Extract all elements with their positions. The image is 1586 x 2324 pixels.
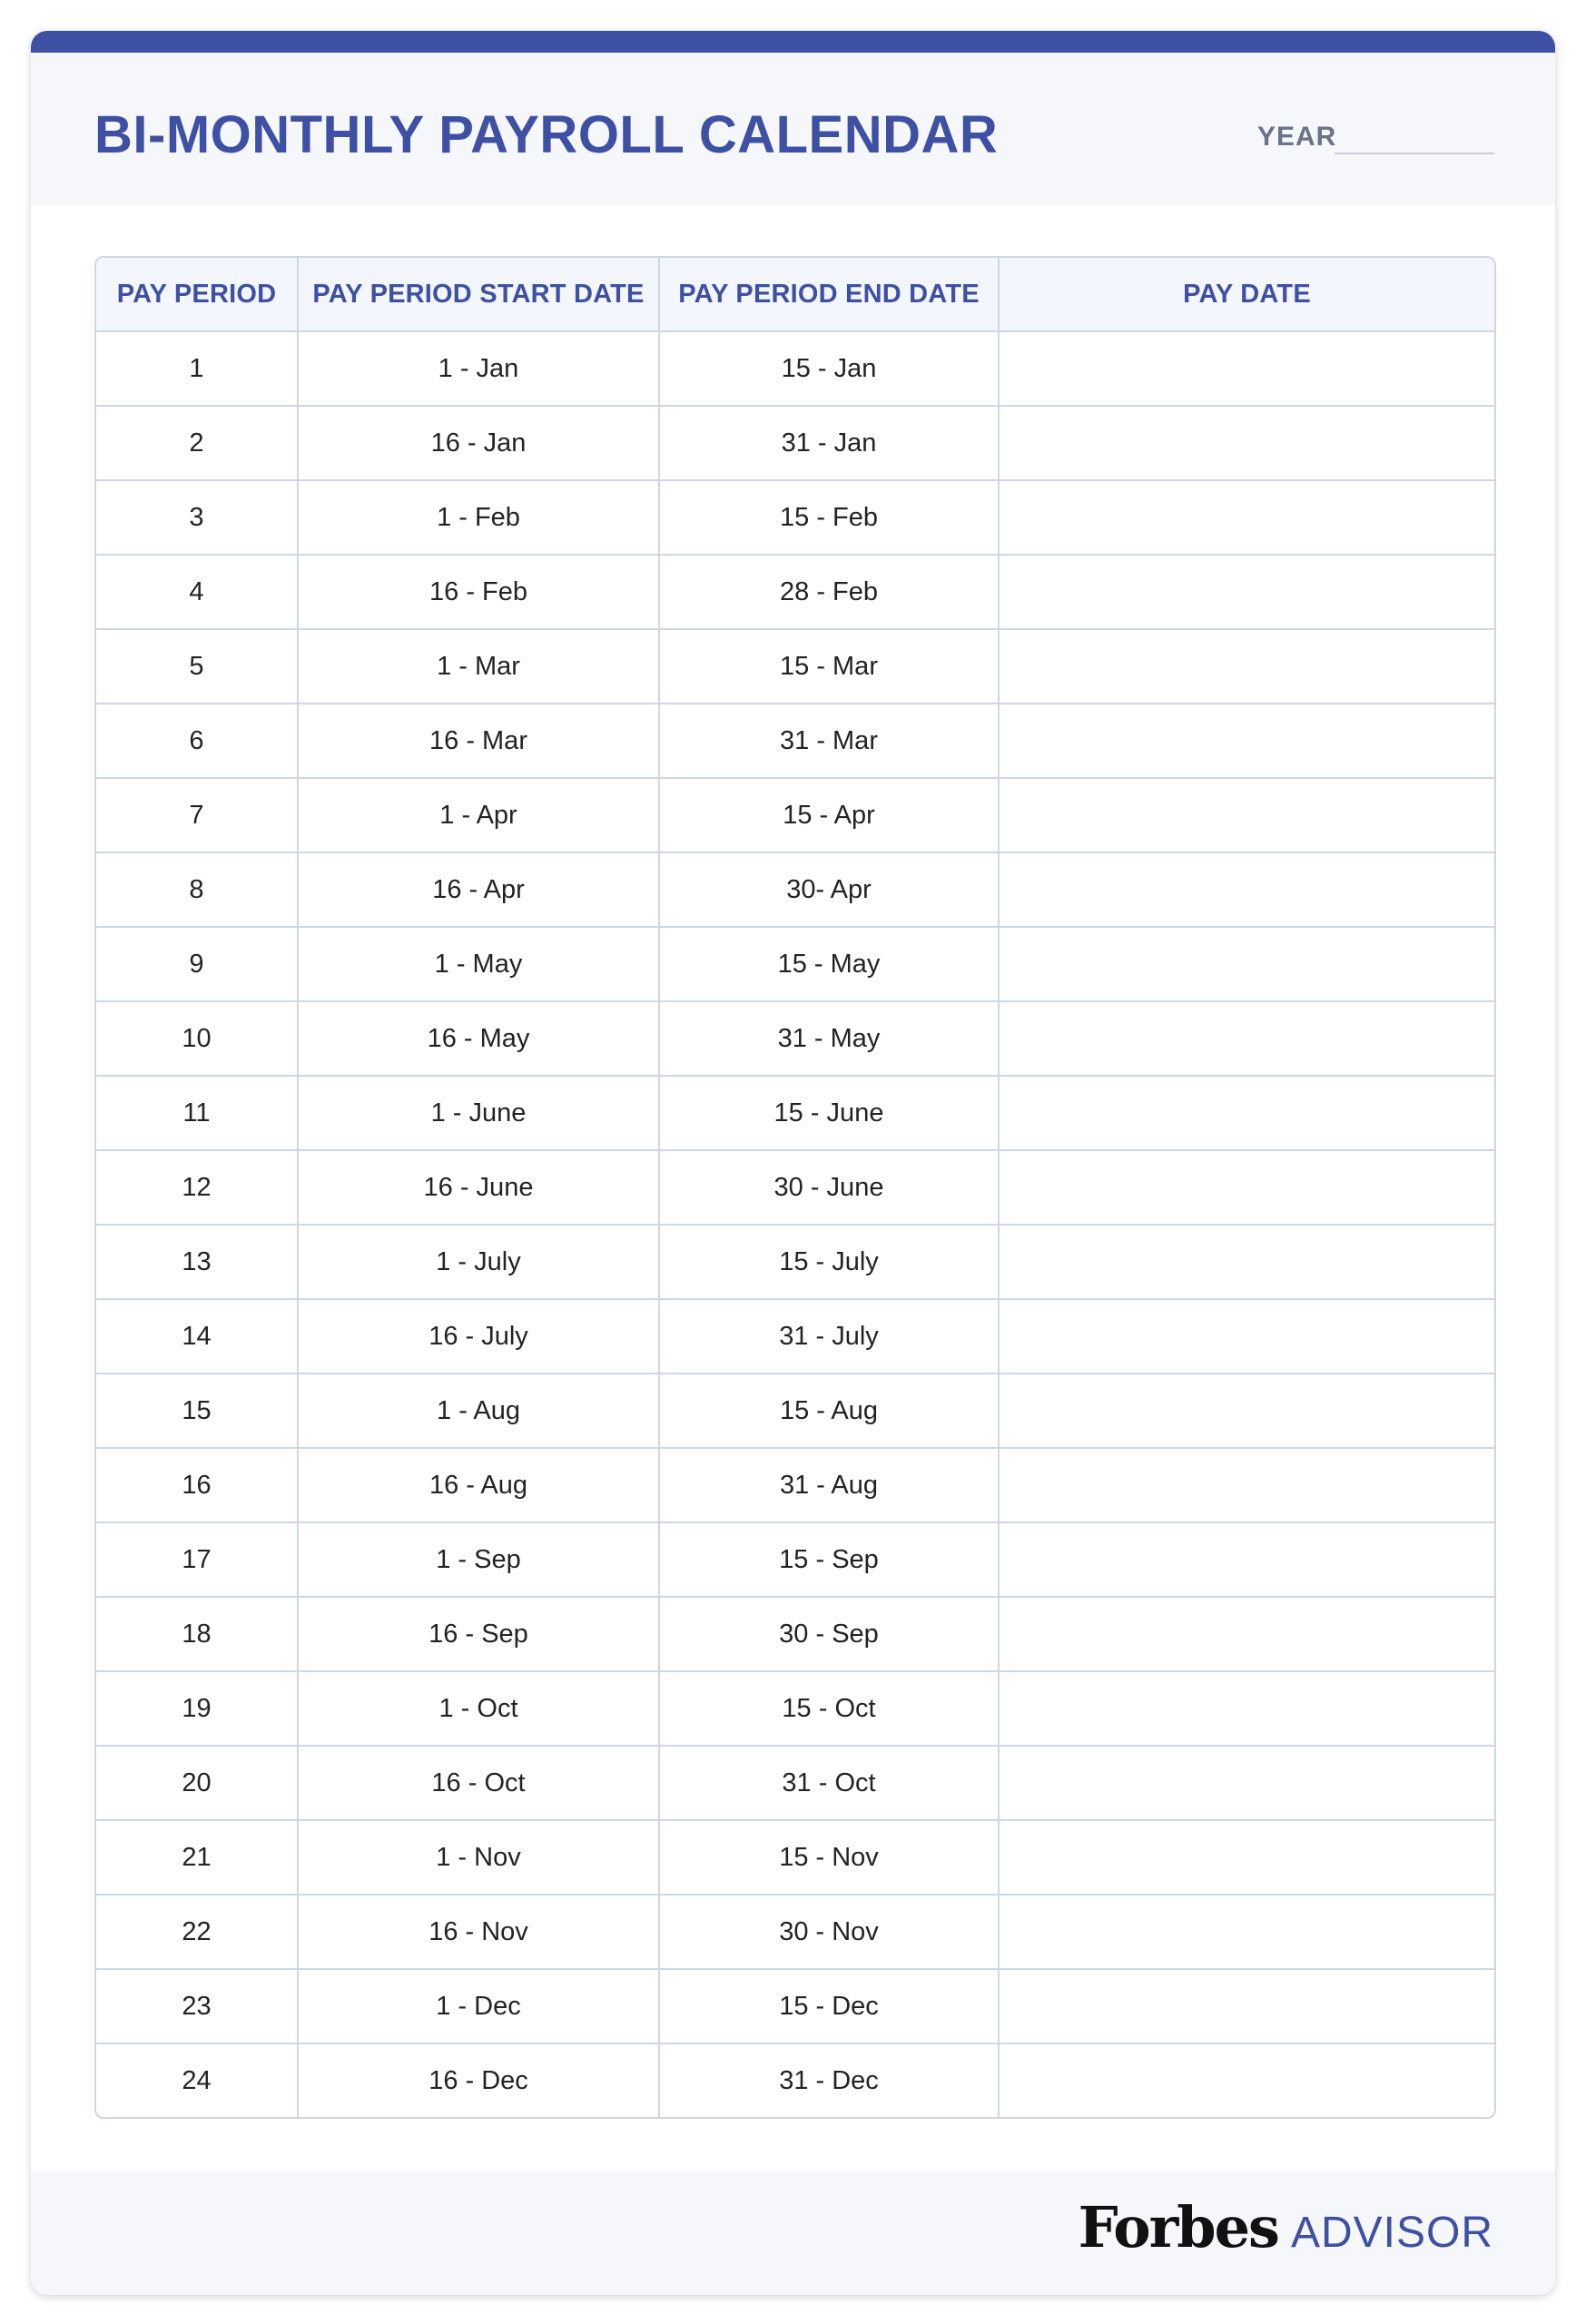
year-input-line[interactable] bbox=[1335, 153, 1494, 154]
table-header bbox=[96, 258, 1494, 331]
table-row bbox=[96, 1225, 1494, 1299]
end-date-cell: 15 - Dec bbox=[659, 1969, 999, 2043]
pay-date-cell[interactable] bbox=[999, 1522, 1494, 1597]
start-date-cell: 16 - Apr bbox=[298, 852, 659, 927]
table-row bbox=[96, 331, 1494, 406]
start-date-cell: 1 - Aug bbox=[298, 1374, 659, 1448]
start-date-cell: 1 - July bbox=[298, 1225, 659, 1299]
table-row bbox=[96, 1522, 1494, 1597]
start-date-cell: 1 - Feb bbox=[298, 480, 659, 555]
table-row bbox=[96, 1448, 1494, 1522]
pay-period-cell: 16 bbox=[96, 1448, 298, 1522]
pay-date-cell[interactable] bbox=[999, 1895, 1494, 1969]
table-row bbox=[96, 1299, 1494, 1374]
start-date-cell: 16 - Mar bbox=[298, 704, 659, 778]
end-date-cell: 31 - Jan bbox=[659, 406, 999, 480]
end-date-cell: 15 - Jan bbox=[659, 331, 999, 406]
end-date-cell: 31 - Dec bbox=[659, 2043, 999, 2117]
table-row bbox=[96, 629, 1494, 704]
start-date-cell: 16 - Sep bbox=[298, 1597, 659, 1671]
end-date-cell: 31 - May bbox=[659, 1001, 999, 1076]
payroll-table bbox=[96, 258, 1494, 2117]
end-date-cell: 15 - June bbox=[659, 1076, 999, 1150]
pay-period-cell: 7 bbox=[96, 778, 298, 852]
end-date-cell: 15 - Nov bbox=[659, 1820, 999, 1895]
pay-date-cell[interactable] bbox=[999, 1374, 1494, 1448]
table-row bbox=[96, 852, 1494, 927]
pay-date-cell[interactable] bbox=[999, 1969, 1494, 2043]
start-date-cell: 1 - Jan bbox=[298, 331, 659, 406]
column-header-start-date: PAY PERIOD START DATE bbox=[298, 258, 659, 331]
payroll-table-container bbox=[94, 256, 1496, 2119]
column-header-pay-date: PAY DATE bbox=[999, 258, 1494, 331]
pay-date-cell[interactable] bbox=[999, 1001, 1494, 1076]
table-row bbox=[96, 1001, 1494, 1076]
start-date-cell: 1 - Dec bbox=[298, 1969, 659, 2043]
start-date-cell: 16 - Nov bbox=[298, 1895, 659, 1969]
pay-date-cell[interactable] bbox=[999, 1299, 1494, 1374]
end-date-cell: 15 - May bbox=[659, 927, 999, 1001]
pay-date-cell[interactable] bbox=[999, 1746, 1494, 1820]
pay-period-cell: 14 bbox=[96, 1299, 298, 1374]
end-date-cell: 15 - Mar bbox=[659, 629, 999, 704]
table-row bbox=[96, 927, 1494, 1001]
table-row bbox=[96, 704, 1494, 778]
pay-date-cell[interactable] bbox=[999, 1448, 1494, 1522]
start-date-cell: 16 - Aug bbox=[298, 1448, 659, 1522]
start-date-cell: 16 - June bbox=[298, 1150, 659, 1225]
brand-name: Forbes bbox=[1078, 2194, 1278, 2260]
start-date-cell: 1 - Sep bbox=[298, 1522, 659, 1597]
end-date-cell: 15 - Sep bbox=[659, 1522, 999, 1597]
pay-date-cell[interactable] bbox=[999, 852, 1494, 927]
end-date-cell: 15 - Apr bbox=[659, 778, 999, 852]
end-date-cell: 31 - Oct bbox=[659, 1746, 999, 1820]
end-date-cell: 15 - Oct bbox=[659, 1671, 999, 1746]
pay-period-cell: 12 bbox=[96, 1150, 298, 1225]
table-row bbox=[96, 555, 1494, 629]
table-header-row bbox=[96, 258, 1494, 331]
table-row bbox=[96, 1820, 1494, 1895]
table-row bbox=[96, 480, 1494, 555]
table-row bbox=[96, 1746, 1494, 1820]
pay-date-cell[interactable] bbox=[999, 1820, 1494, 1895]
column-header-end-date: PAY PERIOD END DATE bbox=[659, 258, 999, 331]
pay-period-cell: 24 bbox=[96, 2043, 298, 2117]
pay-period-cell: 8 bbox=[96, 852, 298, 927]
end-date-cell: 30 - Nov bbox=[659, 1895, 999, 1969]
table-row bbox=[96, 2043, 1494, 2117]
pay-period-cell: 21 bbox=[96, 1820, 298, 1895]
pay-period-cell: 3 bbox=[96, 480, 298, 555]
pay-period-cell: 5 bbox=[96, 629, 298, 704]
page-title: BI-MONTHLY PAYROLL CALENDAR bbox=[94, 105, 999, 164]
pay-period-cell: 4 bbox=[96, 555, 298, 629]
pay-date-cell[interactable] bbox=[999, 704, 1494, 778]
start-date-cell: 16 - July bbox=[298, 1299, 659, 1374]
pay-date-cell[interactable] bbox=[999, 1671, 1494, 1746]
pay-date-cell[interactable] bbox=[999, 927, 1494, 1001]
end-date-cell: 15 - Aug bbox=[659, 1374, 999, 1448]
start-date-cell: 16 - Oct bbox=[298, 1746, 659, 1820]
pay-date-cell[interactable] bbox=[999, 778, 1494, 852]
end-date-cell: 30 - June bbox=[659, 1150, 999, 1225]
pay-period-cell: 13 bbox=[96, 1225, 298, 1299]
accent-top-bar bbox=[31, 31, 1555, 53]
table-row bbox=[96, 1969, 1494, 2043]
pay-period-cell: 20 bbox=[96, 1746, 298, 1820]
table-row bbox=[96, 1895, 1494, 1969]
table-body bbox=[96, 331, 1494, 2117]
year-label: YEAR bbox=[1257, 122, 1337, 152]
pay-date-cell[interactable] bbox=[999, 1597, 1494, 1671]
pay-period-cell: 9 bbox=[96, 927, 298, 1001]
table-row bbox=[96, 1374, 1494, 1448]
start-date-cell: 1 - Nov bbox=[298, 1820, 659, 1895]
pay-period-cell: 2 bbox=[96, 406, 298, 480]
pay-period-cell: 10 bbox=[96, 1001, 298, 1076]
pay-date-cell[interactable] bbox=[999, 331, 1494, 406]
start-date-cell: 16 - May bbox=[298, 1001, 659, 1076]
end-date-cell: 15 - Feb bbox=[659, 480, 999, 555]
start-date-cell: 1 - May bbox=[298, 927, 659, 1001]
start-date-cell: 16 - Feb bbox=[298, 555, 659, 629]
end-date-cell: 28 - Feb bbox=[659, 555, 999, 629]
pay-period-cell: 1 bbox=[96, 331, 298, 406]
table-row bbox=[96, 406, 1494, 480]
table-row bbox=[96, 1076, 1494, 1150]
pay-period-cell: 19 bbox=[96, 1671, 298, 1746]
table-row bbox=[96, 1671, 1494, 1746]
end-date-cell: 31 - Aug bbox=[659, 1448, 999, 1522]
start-date-cell: 1 - Mar bbox=[298, 629, 659, 704]
start-date-cell: 16 - Jan bbox=[298, 406, 659, 480]
brand-suffix: ADVISOR bbox=[1290, 2209, 1493, 2257]
payroll-calendar-sheet bbox=[31, 31, 1555, 2295]
end-date-cell: 30- Apr bbox=[659, 852, 999, 927]
pay-date-cell[interactable] bbox=[999, 1150, 1494, 1225]
footer-band bbox=[31, 2171, 1555, 2295]
pay-date-cell[interactable] bbox=[999, 406, 1494, 480]
start-date-cell: 1 - Oct bbox=[298, 1671, 659, 1746]
start-date-cell: 16 - Dec bbox=[298, 2043, 659, 2117]
end-date-cell: 30 - Sep bbox=[659, 1597, 999, 1671]
pay-period-cell: 22 bbox=[96, 1895, 298, 1969]
pay-period-cell: 6 bbox=[96, 704, 298, 778]
pay-date-cell[interactable] bbox=[999, 2043, 1494, 2117]
table-row bbox=[96, 1597, 1494, 1671]
pay-date-cell[interactable] bbox=[999, 555, 1494, 629]
pay-period-cell: 17 bbox=[96, 1522, 298, 1597]
pay-period-cell: 23 bbox=[96, 1969, 298, 2043]
start-date-cell: 1 - Apr bbox=[298, 778, 659, 852]
start-date-cell: 1 - June bbox=[298, 1076, 659, 1150]
table-row bbox=[96, 1150, 1494, 1225]
end-date-cell: 31 - Mar bbox=[659, 704, 999, 778]
end-date-cell: 31 - July bbox=[659, 1299, 999, 1374]
pay-date-cell[interactable] bbox=[999, 1076, 1494, 1150]
table-row bbox=[96, 778, 1494, 852]
pay-date-cell[interactable] bbox=[999, 480, 1494, 555]
forbes-advisor-logo bbox=[1079, 2194, 1493, 2260]
pay-period-cell: 11 bbox=[96, 1076, 298, 1150]
pay-period-cell: 15 bbox=[96, 1374, 298, 1448]
column-header-pay-period: PAY PERIOD bbox=[96, 258, 298, 331]
pay-date-cell[interactable] bbox=[999, 1225, 1494, 1299]
pay-date-cell[interactable] bbox=[999, 629, 1494, 704]
pay-period-cell: 18 bbox=[96, 1597, 298, 1671]
end-date-cell: 15 - July bbox=[659, 1225, 999, 1299]
